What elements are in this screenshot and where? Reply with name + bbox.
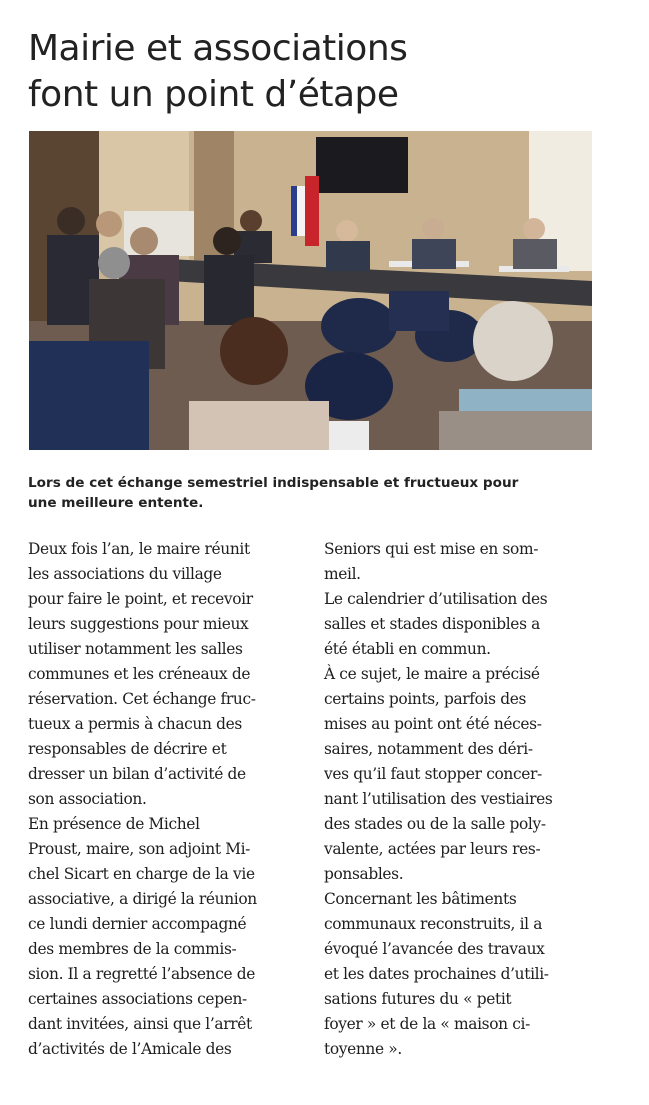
body-line: dant invitées, ainsi que l’arrêt	[28, 1015, 252, 1033]
body-line: saires, notamment des déri-	[324, 740, 533, 758]
body-line: nant l’utilisation des vestiaires	[324, 790, 553, 808]
body-line: ponsables.	[324, 865, 404, 883]
body-line: des stades ou de la salle poly-	[324, 815, 546, 833]
body-line: dresser un bilan d’activité de	[28, 765, 246, 783]
body-line: des membres de la commis-	[28, 940, 237, 958]
meeting-photo-icon	[29, 131, 592, 450]
body-line: et les dates prochaines d’utili-	[324, 965, 549, 983]
body-line: associative, a dirigé la réunion	[28, 890, 257, 908]
body-line: communes et les créneaux de	[28, 665, 251, 683]
body-line: En présence de Michel	[28, 815, 200, 833]
body-line: valente, actées par leurs res-	[324, 840, 541, 858]
headline-line: font un point d’étape	[28, 74, 399, 115]
body-line: Proust, maire, son adjoint Mi-	[28, 840, 251, 858]
caption-line: une meilleure entente.	[28, 495, 204, 511]
meeting-photo	[29, 131, 592, 450]
body-line: réservation. Cet échange fruc-	[28, 690, 256, 708]
body-line: sations futures du « petit	[324, 990, 512, 1008]
body-line: ves qu’il faut stopper concer-	[324, 765, 542, 783]
body-line: d’activités de l’Amicale des	[28, 1040, 232, 1058]
body-line: certaines associations cepen-	[28, 990, 247, 1008]
body-line: responsables de décrire et	[28, 740, 227, 758]
body-line: leurs suggestions pour mieux	[28, 615, 249, 633]
body-line: communaux reconstruits, il a	[324, 915, 543, 933]
body-line: évoqué l’avancée des travaux	[324, 940, 545, 958]
body-line: Seniors qui est mise en som-	[324, 540, 539, 558]
photo-caption	[28, 473, 618, 513]
body-line: sion. Il a regretté l’absence de	[28, 965, 256, 983]
body-line: mises au point ont été néces-	[324, 715, 542, 733]
article-headline	[28, 26, 628, 118]
body-line: toyenne ».	[324, 1040, 402, 1058]
body-line: À ce sujet, le maire a précisé	[324, 665, 540, 683]
body-line: son association.	[28, 790, 147, 808]
article-column-right	[324, 537, 600, 1062]
body-line: salles et stades disponibles a	[324, 615, 540, 633]
body-line: Concernant les bâtiments	[324, 890, 517, 908]
article-column-left	[28, 537, 304, 1062]
body-line: les associations du village	[28, 565, 222, 583]
body-line: été établi en commun.	[324, 640, 491, 658]
headline-line: Mairie et associations	[28, 28, 408, 69]
body-line: utiliser notamment les salles	[28, 640, 243, 658]
body-line: pour faire le point, et recevoir	[28, 590, 253, 608]
body-line: certains points, parfois des	[324, 690, 527, 708]
body-line: foyer » et de la « maison ci-	[324, 1015, 530, 1033]
body-line: Deux fois l’an, le maire réunit	[28, 540, 250, 558]
body-line: ce lundi dernier accompagné	[28, 915, 247, 933]
body-line: tueux a permis à chacun des	[28, 715, 242, 733]
body-line: Le calendrier d’utilisation des	[324, 590, 548, 608]
caption-line: Lors de cet échange semestriel indispensable et fructueux pour	[28, 475, 519, 491]
body-line: meil.	[324, 565, 361, 583]
body-line: chel Sicart en charge de la vie	[28, 865, 255, 883]
